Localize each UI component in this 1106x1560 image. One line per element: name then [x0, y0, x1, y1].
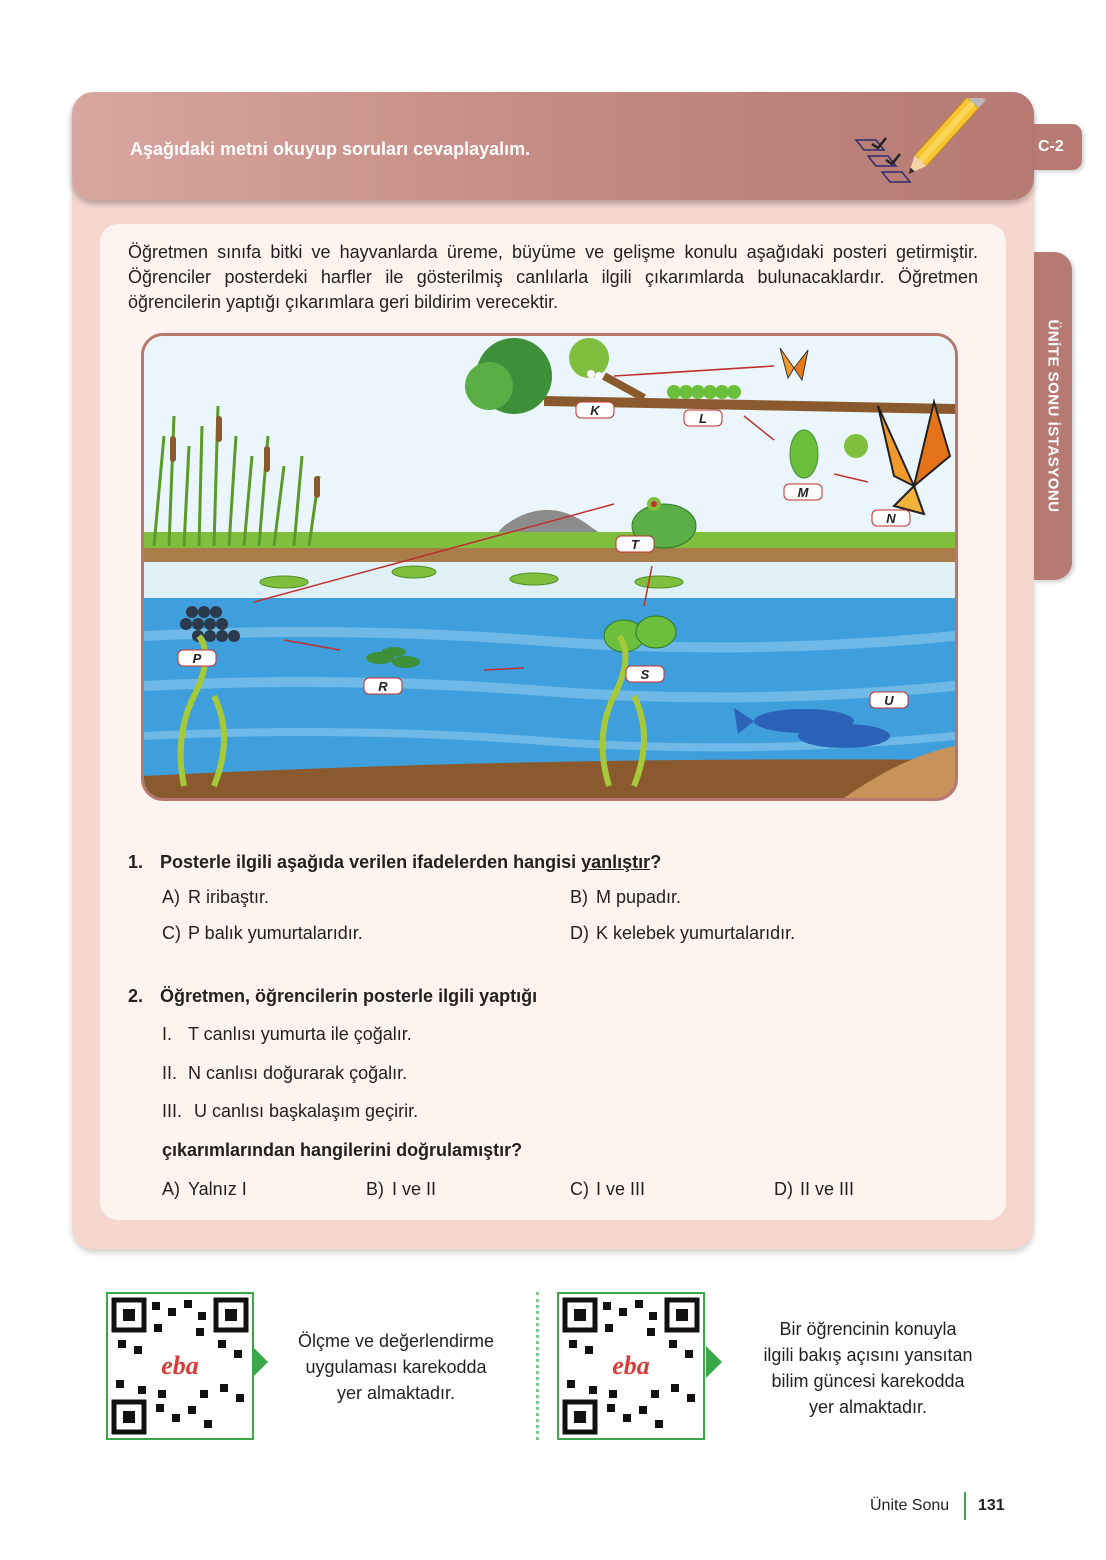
label-P: P: [192, 651, 202, 666]
header-title: Aşağıdaki metni okuyup soruları cevaplayalım.: [130, 139, 531, 159]
statement-2: II. N canlısı doğurarak çoğalır.: [162, 1063, 408, 1083]
pencil-checklist-icon: [852, 98, 1002, 190]
q1-option-b[interactable]: B) M pupadır.: [570, 887, 682, 907]
question-2: [128, 986, 537, 1007]
q1-option-d[interactable]: D) K kelebek yumurtalarıdır.: [570, 923, 796, 943]
q2-option-a[interactable]: A) Yalnız I: [162, 1179, 247, 1199]
question-2-number: 2.: [128, 986, 144, 1006]
qr-text-assessment: Ölçme ve değerlendirme uygulaması karekodda yer almaktadır.: [297, 1331, 495, 1403]
side-tab: [1034, 252, 1072, 580]
question-1-text: Posterle ilgili aşağıda verilen ifadelerden hangisi: [160, 852, 582, 872]
qr-code-science-journal[interactable]: [557, 1292, 705, 1440]
qr-text-science-journal: Bir öğrencinin konuyla ilgili bakış açısını yansıtan bilim güncesi karekodda yer almaktadır.: [763, 1319, 973, 1417]
lifecycle-poster: [141, 333, 958, 801]
statement-1: I. T canlısı yumurta ile çoğalır.: [162, 1024, 412, 1044]
footer-section: Ünite Sonu: [870, 1497, 950, 1514]
eba-logo: eba: [612, 1351, 650, 1380]
q1-option-a[interactable]: A) R iribaştır.: [162, 887, 270, 907]
intro-text: Öğretmen sınıfa bitki ve hayvanlarda üreme, büyüme ve gelişme konulu aşağıdaki posteri getirmiştir. Öğrenciler posterdeki harfler ile gösterilmiş canlılarla ilgili çıkarımlarda bulunacaklardır. Öğretmen öğrencilerin yaptığı çıkarımlara geri bildirim verecektir.: [128, 242, 978, 312]
label-L: L: [699, 411, 707, 426]
question-1: 1. Posterle ilgili aşağıda verilen ifadelerden hangisi yanlıştır?: [128, 852, 662, 872]
question-2-closing: çıkarımlarından hangilerini doğrulamıştır?: [162, 1140, 523, 1160]
divider: [536, 1292, 539, 1440]
page-number: 131: [978, 1497, 1005, 1514]
statement-3: III. U canlısı başkalaşım geçirir.: [162, 1101, 419, 1121]
label-K: K: [590, 403, 600, 418]
question-1-number: 1.: [128, 852, 144, 872]
question-2-text: Öğretmen, öğrencilerin posterle ilgili yaptığı: [160, 986, 538, 1006]
label-M: M: [797, 485, 809, 500]
question-1-emphasis: yanlıştır: [581, 852, 651, 872]
eba-logo: eba: [161, 1351, 199, 1380]
label-N: N: [886, 511, 896, 526]
label-U: U: [884, 693, 894, 708]
label-R: R: [378, 679, 388, 694]
qr-code-assessment[interactable]: [106, 1292, 254, 1440]
arrow-icon: [252, 1346, 268, 1378]
q1-option-c[interactable]: C) P balık yumurtalarıdır.: [162, 923, 363, 943]
label-S: S: [640, 667, 650, 682]
activity-code: C-2: [1034, 124, 1082, 170]
arrow-icon: [706, 1346, 722, 1378]
side-tab-label: ÜNİTE SONU İSTASYONU: [1044, 319, 1062, 513]
q2-option-c[interactable]: C) I ve III: [570, 1179, 646, 1199]
q2-option-b[interactable]: B) I ve II: [366, 1179, 437, 1199]
footer-divider: [964, 1492, 966, 1520]
label-T: T: [631, 537, 639, 552]
q2-option-d[interactable]: D) II ve III: [774, 1179, 855, 1199]
